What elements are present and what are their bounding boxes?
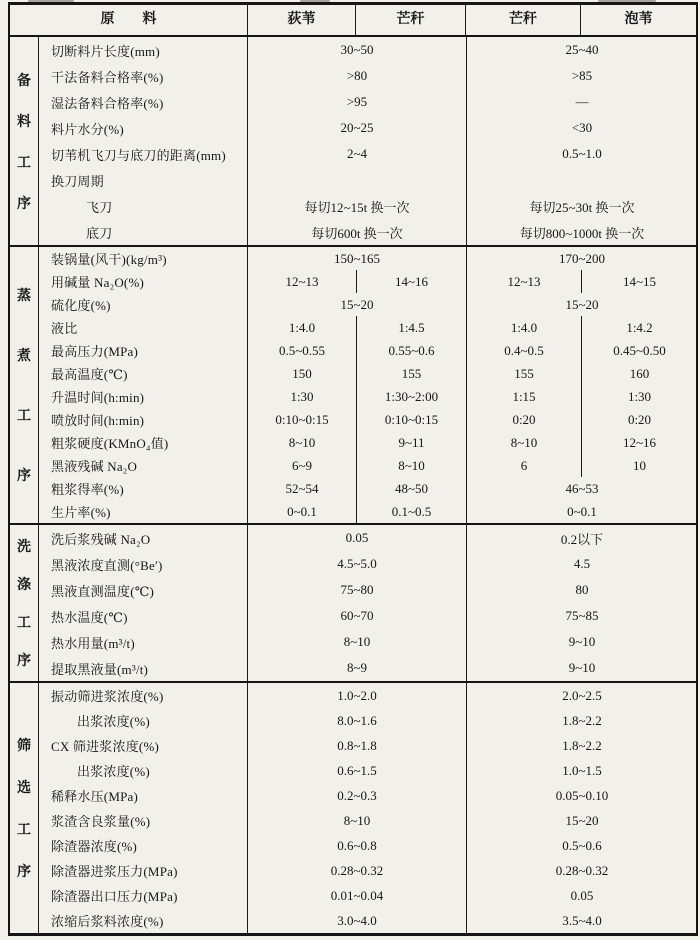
row-value: — [466, 89, 697, 115]
row-value: 每切800~1000t 换一次 [466, 219, 697, 245]
row-value: 3.5~4.0 [466, 908, 697, 933]
table-row [39, 270, 697, 293]
row-value: 1.8~2.2 [466, 708, 697, 733]
section-label-char: 洗 [17, 540, 31, 555]
row-value: 52~54 [285, 480, 319, 496]
row-param: 除渣器浓度(%) [39, 833, 248, 858]
row-value [248, 167, 466, 193]
section-label [10, 37, 39, 245]
row-value: 1.0~1.5 [466, 758, 697, 783]
row-value: 0.05 [345, 530, 369, 545]
row-value: 10 [581, 454, 697, 477]
row-value: 8~10 [343, 634, 371, 649]
row-value: 0.2~0.3 [337, 787, 377, 803]
header-raw-material: 原 料 [100, 12, 157, 27]
row-param: 生片率(%) [39, 500, 248, 523]
row-value: 0:20 [581, 408, 697, 431]
row-value: 0.45~0.50 [581, 339, 697, 362]
row-value: 150 [292, 365, 312, 381]
row-param: 黑液残碱 Na₂O [39, 454, 248, 477]
row-value: 0.5~0.6 [466, 833, 697, 858]
row-value: 1:4.2 [581, 316, 697, 339]
table-row [39, 141, 697, 167]
section-rows [39, 683, 697, 933]
row-value: 160 [581, 362, 697, 385]
row-value: 0.5~1.0 [466, 141, 697, 167]
table-row [39, 629, 697, 655]
row-value: 0.55~0.6 [356, 339, 466, 362]
table-row [39, 89, 697, 115]
row-value: 0.01~0.04 [330, 887, 384, 903]
table-row [39, 63, 697, 89]
row-value: 80 [466, 577, 697, 603]
section-rows [39, 37, 697, 245]
row-value: 25~40 [466, 37, 697, 63]
row-param: 装锅量(风干)(kg/m³) [39, 247, 248, 270]
row-value: 15~20 [340, 296, 374, 312]
row-value: 0.8~1.8 [337, 737, 377, 753]
row-value: 4.5 [466, 551, 697, 577]
row-value: 1:30~2:00 [356, 385, 466, 408]
table-row [39, 551, 697, 577]
row-value: 14~15 [581, 270, 697, 293]
row-value: 0~0.1 [466, 500, 697, 523]
table-row [39, 683, 697, 708]
table-row [39, 247, 697, 270]
table-row [39, 408, 697, 431]
row-value: 0.1~0.5 [356, 500, 466, 523]
row-param: 湿法备料合格率(%) [39, 89, 248, 115]
header-col-diwei: 荻苇 [247, 5, 355, 35]
table-row [39, 477, 697, 500]
row-value: 1.8~2.2 [466, 733, 697, 758]
row-value: 0.28~0.32 [466, 858, 697, 883]
row-value [466, 167, 697, 193]
row-value: 14~16 [356, 270, 466, 293]
section-rows [39, 525, 697, 681]
row-value: 0.2以下 [466, 525, 697, 551]
row-param: 黑液浓度直测(°Be′) [39, 551, 248, 577]
row-value: 8~10 [356, 454, 466, 477]
section-label-char: 涤 [17, 578, 31, 593]
table-row [39, 808, 697, 833]
table-row [39, 167, 697, 193]
table-row [39, 708, 697, 733]
row-value: 8~10 [343, 812, 371, 828]
row-value: 8~10 [288, 434, 316, 450]
row-value: 9~10 [466, 629, 697, 655]
section-label-char: 序 [17, 469, 31, 484]
row-value: 1:4.5 [356, 316, 466, 339]
table-row [39, 833, 697, 858]
table-row [39, 525, 697, 551]
section-label [10, 683, 39, 933]
row-value: 12~13 [285, 273, 319, 289]
header-col-paowei: 泡苇 [580, 5, 696, 35]
row-value: 0.05 [466, 883, 697, 908]
row-value: 12~16 [581, 431, 697, 454]
row-value: 75~85 [466, 603, 697, 629]
row-value: 15~20 [466, 808, 697, 833]
row-param: 黑液直测温度(℃) [39, 577, 248, 603]
row-param: 热水温度(℃) [39, 603, 248, 629]
row-param: 干法备料合格率(%) [39, 63, 248, 89]
row-value: 12~13 [466, 270, 581, 293]
row-param: 出浆浓度(%) [39, 758, 248, 783]
table-row [39, 500, 697, 523]
row-value: >80 [346, 68, 368, 83]
row-param: 粗浆得率(%) [39, 477, 248, 500]
row-param: 除渣器进浆压力(MPa) [39, 858, 248, 883]
row-value: 2.0~2.5 [466, 683, 697, 708]
row-value: 170~200 [466, 247, 697, 270]
section-label-char: 工 [17, 409, 31, 424]
section [10, 37, 696, 245]
table-row [39, 385, 697, 408]
row-value: 6~9 [291, 457, 313, 473]
section-label-char: 料 [17, 114, 31, 130]
row-value: 60~70 [340, 608, 374, 623]
row-param: 升温时间(h:min) [39, 385, 248, 408]
row-param: CX 筛进浆浓度(%) [39, 733, 248, 758]
table-row [39, 733, 697, 758]
row-param: 用碱量 Na₂O(%) [39, 270, 248, 293]
table-row [39, 219, 697, 245]
row-value: >85 [466, 63, 697, 89]
section-label-char: 煮 [17, 349, 31, 364]
row-param: 液比 [39, 316, 248, 339]
table-row [39, 783, 697, 808]
row-param: 稀释水压(MPa) [39, 783, 248, 808]
row-value: 1:15 [466, 385, 581, 408]
row-value: 6 [466, 454, 581, 477]
row-param: 底刀 [39, 219, 248, 245]
row-param: 浆渣含良浆量(%) [39, 808, 248, 833]
row-param: 除渣器出口压力(MPa) [39, 883, 248, 908]
row-param: 振动筛进浆浓度(%) [39, 683, 248, 708]
row-value: 4.5~5.0 [337, 556, 377, 571]
table-row [39, 115, 697, 141]
row-value: 1:30 [581, 385, 697, 408]
table-header-row [10, 5, 696, 37]
section-label-char: 选 [17, 781, 31, 796]
row-value: 15~20 [466, 293, 697, 316]
table-row [39, 431, 697, 454]
section-label [10, 525, 39, 681]
row-value: 3.0~4.0 [337, 912, 377, 928]
row-param: 硫化度(%) [39, 293, 248, 316]
row-value: 150~165 [333, 250, 381, 266]
row-param: 提取黑液量(m³/t) [39, 655, 248, 681]
section-label-char: 序 [17, 196, 31, 212]
section-label-char: 备 [17, 73, 31, 89]
table-row [39, 908, 697, 933]
row-param: 最高压力(MPa) [39, 339, 248, 362]
row-param: 料片水分(%) [39, 115, 248, 141]
table-row [39, 37, 697, 63]
row-value: 8~10 [466, 431, 581, 454]
row-param: 热水用量(m³/t) [39, 629, 248, 655]
row-param: 最高温度(℃) [39, 362, 248, 385]
row-value: 8.0~1.6 [337, 712, 377, 728]
table-row [39, 339, 697, 362]
row-value: 9~10 [466, 655, 697, 681]
table-row [39, 758, 697, 783]
row-value: <30 [466, 115, 697, 141]
row-value: 每切25~30t 换一次 [466, 193, 697, 219]
row-value: 0.6~0.8 [337, 837, 377, 853]
table-row [39, 577, 697, 603]
row-value: 155 [356, 362, 466, 385]
row-value: 0.05~0.10 [466, 783, 697, 808]
row-value: 8~9 [346, 660, 368, 675]
row-param: 粗浆硬度(KMnO₄值) [39, 431, 248, 454]
row-value: 30~50 [340, 42, 374, 57]
table-row [39, 655, 697, 681]
section-rows [39, 247, 697, 523]
header-col-manggan-1: 芒秆 [355, 5, 465, 35]
row-param: 出浆浓度(%) [39, 708, 248, 733]
row-param: 喷放时间(h:min) [39, 408, 248, 431]
section-label-char: 序 [17, 865, 31, 880]
row-value: 2~4 [346, 146, 368, 161]
row-value: 0~0.1 [287, 503, 317, 519]
row-value: 每切12~15t 换一次 [304, 199, 410, 215]
table-row [39, 883, 697, 908]
section-label-char: 筛 [17, 739, 31, 754]
table-row [39, 193, 697, 219]
row-param: 切苇机飞刀与底刀的距离(mm) [39, 141, 248, 167]
table-body [10, 37, 696, 933]
section-label-char: 工 [17, 616, 31, 631]
row-param: 切断料片长度(mm) [39, 37, 248, 63]
section-label-char: 蒸 [17, 289, 31, 304]
section [10, 681, 696, 933]
row-value: 0:20 [466, 408, 581, 431]
section-label-char: 工 [17, 155, 31, 171]
table-row [39, 603, 697, 629]
row-param: 飞刀 [39, 193, 248, 219]
row-value: 20~25 [340, 120, 374, 135]
row-value: 1.0~2.0 [337, 687, 377, 703]
table-row [39, 316, 697, 339]
row-value: 0.6~1.5 [337, 762, 377, 778]
row-value: 0.5~0.55 [278, 342, 326, 358]
row-value: 75~80 [340, 582, 374, 597]
row-param: 浓缩后浆料浓度(%) [39, 908, 248, 933]
row-value: 1:4.0 [466, 316, 581, 339]
section-label [10, 247, 39, 523]
row-value: >95 [346, 94, 368, 109]
row-value: 0.28~0.32 [330, 862, 384, 878]
section-label-char: 序 [17, 654, 31, 669]
header-col-manggan-2: 芒秆 [465, 5, 580, 35]
row-value: 0.4~0.5 [466, 339, 581, 362]
section-label-char: 工 [17, 823, 31, 838]
row-value: 9~11 [356, 431, 466, 454]
table-row [39, 293, 697, 316]
process-parameters-table [8, 2, 698, 936]
row-value: 48~50 [356, 477, 466, 500]
section [10, 523, 696, 681]
table-row [39, 858, 697, 883]
section [10, 245, 696, 523]
table-row [39, 362, 697, 385]
row-value: 46~53 [466, 477, 697, 500]
row-value: 每切600t 换一次 [311, 225, 403, 241]
row-value: 0:10~0:15 [275, 411, 329, 427]
table-row [39, 454, 697, 477]
row-value: 1:4.0 [288, 319, 316, 335]
row-value: 0:10~0:15 [356, 408, 466, 431]
row-param: 换刀周期 [39, 167, 248, 193]
row-param: 洗后浆残碱 Na₂O [39, 525, 248, 551]
row-value: 155 [466, 362, 581, 385]
row-value: 1:30 [290, 388, 314, 404]
